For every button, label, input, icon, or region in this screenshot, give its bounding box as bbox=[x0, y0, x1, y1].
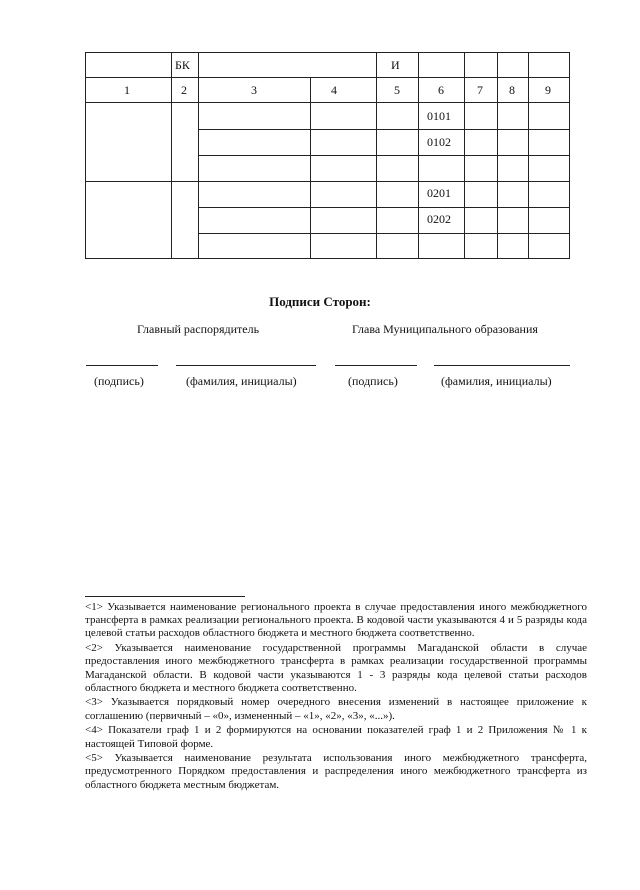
code-cell: 0102 bbox=[427, 135, 451, 149]
column-number: 1 bbox=[124, 83, 130, 97]
footnote: <2> Указывается наименование государственной программы Магаданской области в случае предоставления иного межбюджетного трансферта в рамках реализации государственной программы Магаданской области. В кодовой части указываются 1 - 3 разряды кода целевой статьи расходов областного бюджета и местного бюджета соответственно. bbox=[85, 642, 587, 694]
column-number: 9 bbox=[545, 83, 551, 97]
signatures-title: Подписи Сторон: bbox=[269, 294, 371, 309]
column-number: 2 bbox=[181, 83, 187, 97]
budget-codes-table bbox=[85, 52, 570, 259]
signature-caption: (подпись) bbox=[94, 374, 144, 388]
name-line bbox=[434, 365, 570, 366]
table-column-line bbox=[464, 52, 465, 259]
table-row-line bbox=[198, 155, 570, 156]
footnote: <4> Показатели граф 1 и 2 формируются на основании показателей граф 1 и 2 Приложения № 1 к настоящей Типовой форме. bbox=[85, 724, 587, 750]
table-row-line bbox=[198, 207, 570, 208]
signature-line bbox=[86, 365, 158, 366]
name-caption: (фамилия, инициалы) bbox=[441, 374, 552, 388]
header-i-label: И bbox=[391, 58, 400, 72]
column-number: 5 bbox=[394, 83, 400, 97]
footnote-separator bbox=[85, 596, 245, 597]
footnotes bbox=[85, 601, 587, 793]
left-party-label: Главный распорядитель bbox=[137, 322, 260, 336]
footnote: <5> Указывается наименование результата использования иного межбюджетного трансферта, предусмотренного Порядком предоставления и распределения иного межбюджетного трансферта из областного бюджета местным бюджетам. bbox=[85, 752, 587, 791]
table-row-line bbox=[198, 233, 570, 234]
signature-caption: (подпись) bbox=[348, 374, 398, 388]
code-cell: 0101 bbox=[427, 109, 451, 123]
right-party-label: Глава Муниципального образования bbox=[352, 322, 538, 336]
footnote: <1> Указывается наименование регионального проекта в случае предоставления иного межбюджетного трансферта в рамках реализации регионального проекта. В кодовой части указываются 4 и 5 разряды кода целевой статьи расходов областного бюджета и местного бюджета соответственно. bbox=[85, 601, 587, 640]
code-cell: 0202 bbox=[427, 212, 451, 226]
name-line bbox=[176, 365, 316, 366]
table-column-line bbox=[497, 52, 498, 259]
table-column-line bbox=[376, 52, 377, 259]
table-column-line bbox=[198, 52, 199, 259]
table-column-line bbox=[418, 52, 419, 259]
table-row-line bbox=[198, 129, 570, 130]
table-border-right bbox=[569, 52, 570, 259]
signature-line bbox=[335, 365, 417, 366]
table-border-left bbox=[85, 52, 86, 259]
footnote: <3> Указывается порядковый номер очередного внесения изменений в настоящее приложение к соглашению (первичный – «0», измененный – «1», «2», «3», «...»). bbox=[85, 696, 587, 722]
table-column-line bbox=[310, 77, 311, 259]
column-number: 8 bbox=[509, 83, 515, 97]
table-column-line bbox=[528, 52, 529, 259]
code-cell: 0201 bbox=[427, 186, 451, 200]
name-caption: (фамилия, инициалы) bbox=[186, 374, 297, 388]
column-number: 6 bbox=[438, 83, 444, 97]
column-number: 7 bbox=[477, 83, 483, 97]
column-number: 3 bbox=[251, 83, 257, 97]
column-number: 4 bbox=[331, 83, 337, 97]
header-bk-label: БК bbox=[175, 58, 190, 72]
table-column-line bbox=[171, 52, 172, 259]
